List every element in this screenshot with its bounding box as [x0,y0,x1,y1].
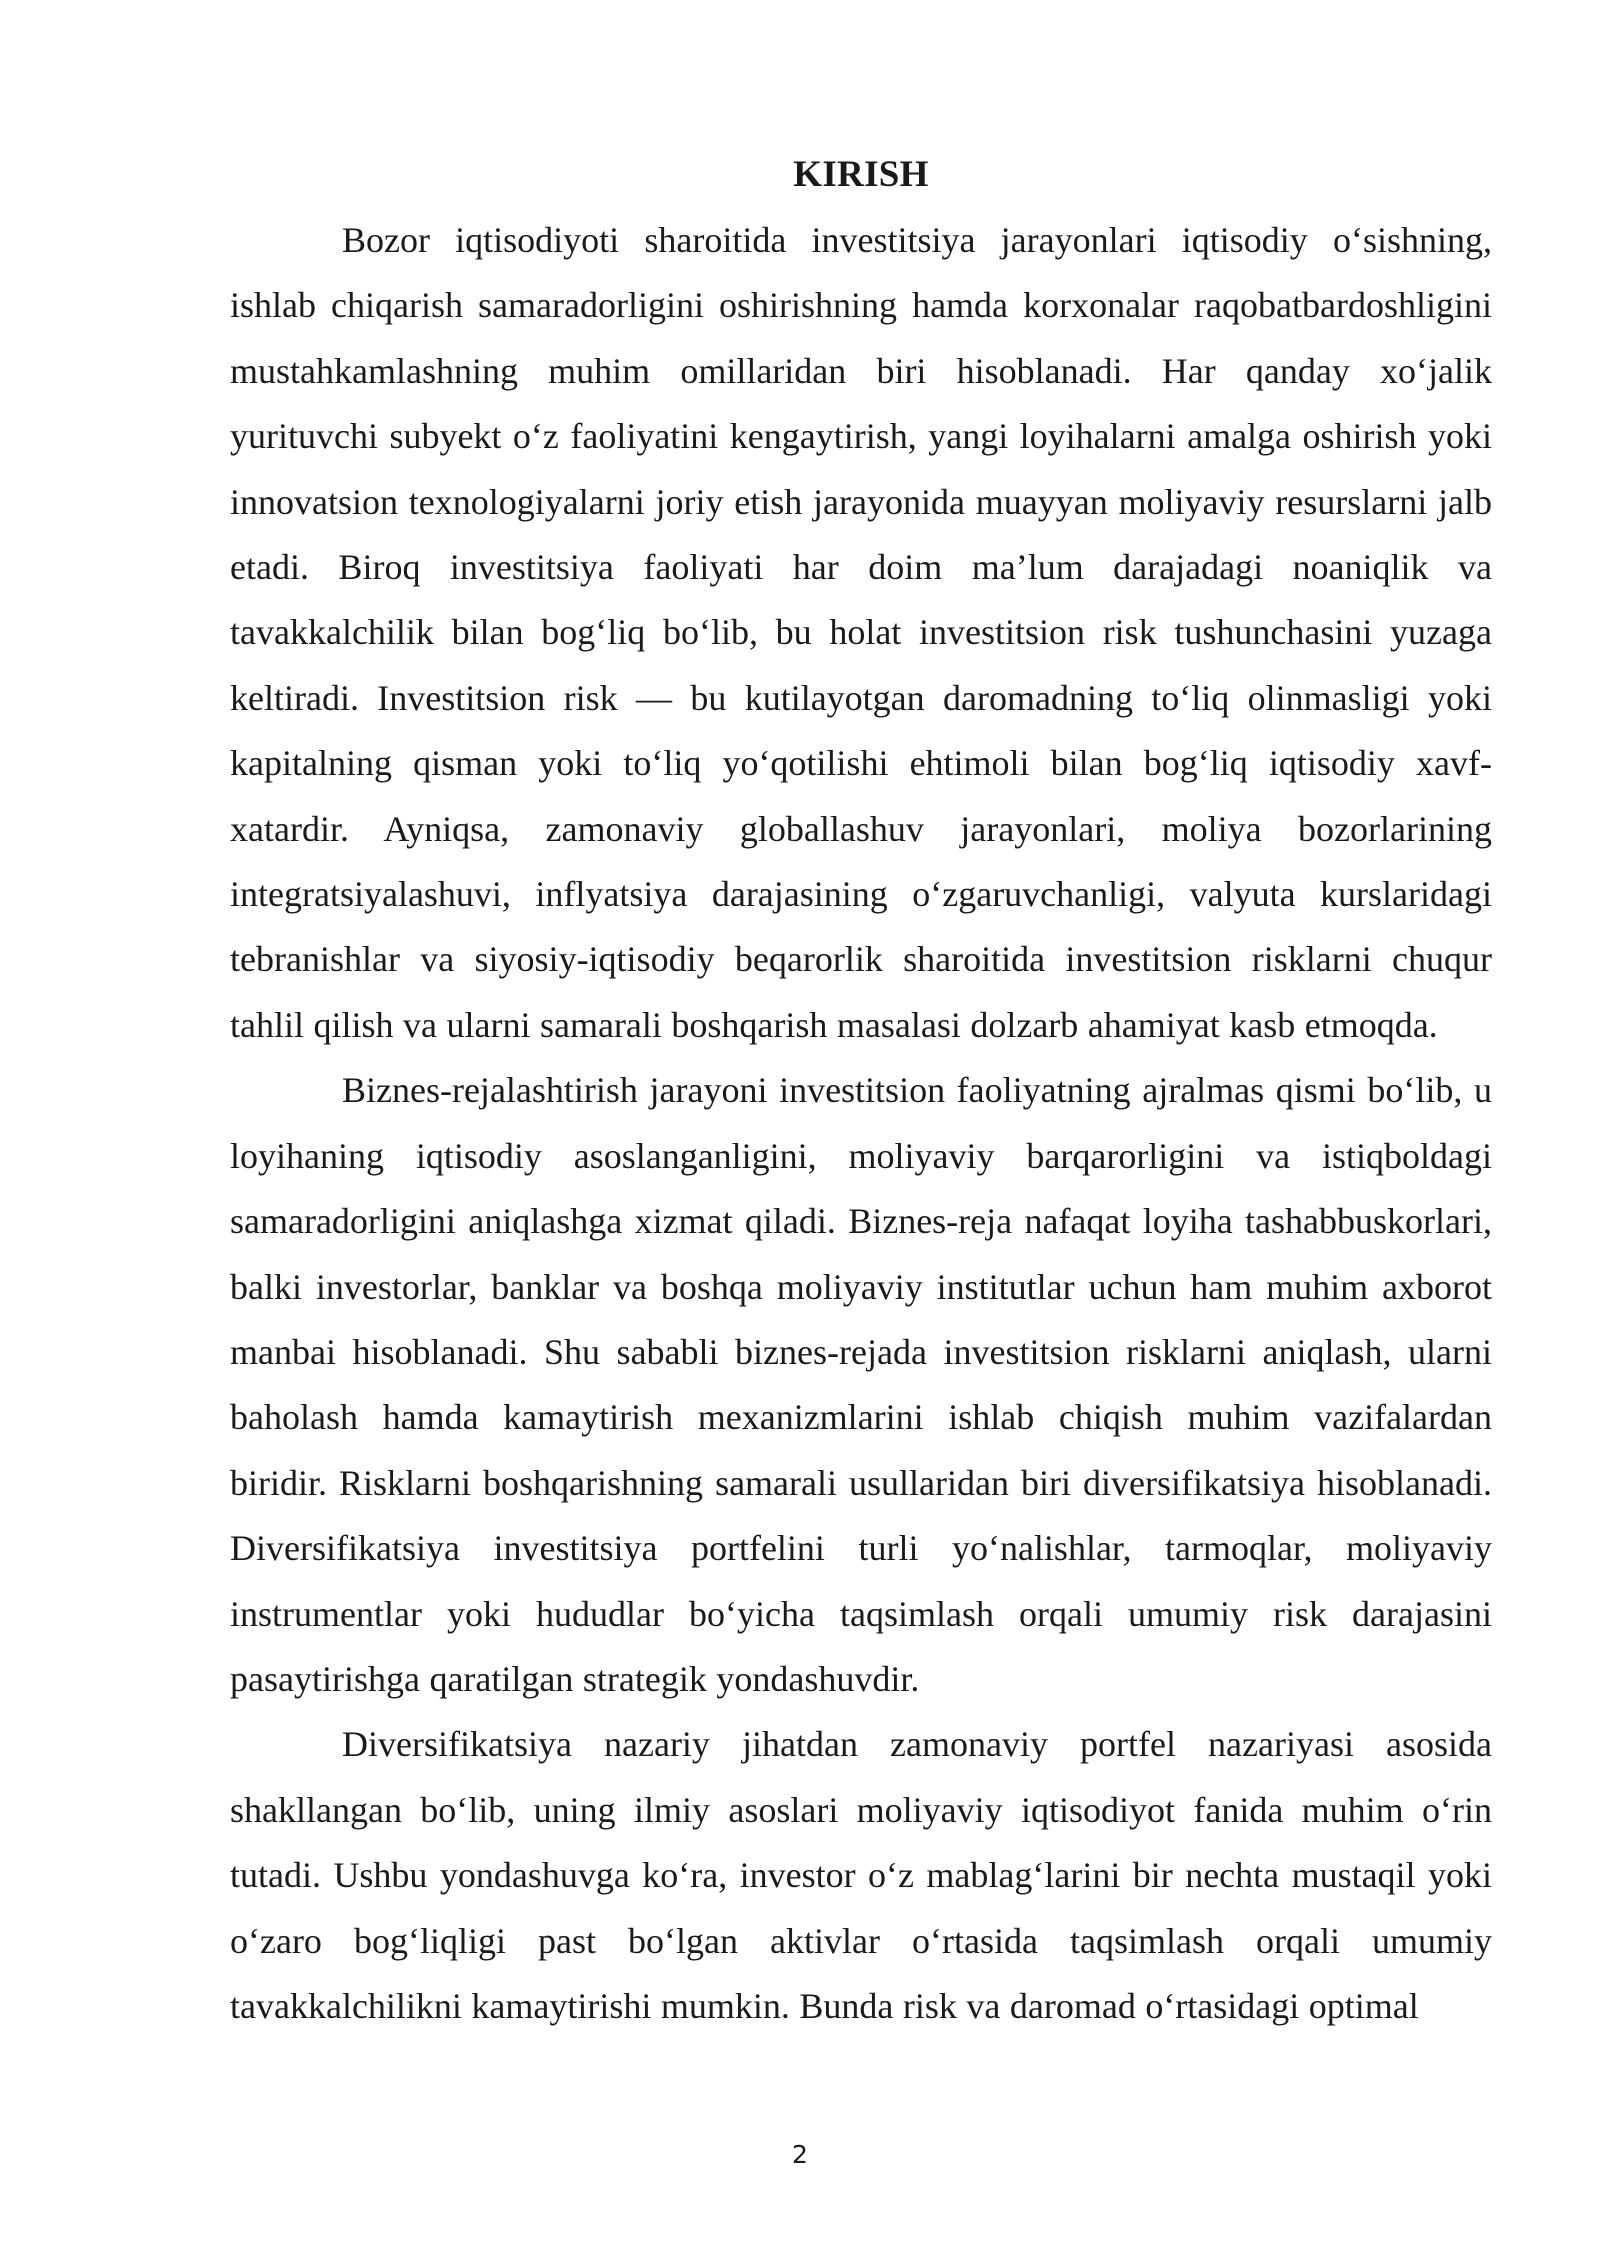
page-number: 2 [792,2140,808,2169]
paragraph-2: Biznes-rejalashtirish jarayoni investitsion faoliyatning ajralmas qismi bo‘lib, u loyihaning iqtisodiy asoslanganligini, moliyaviy barqarorligini va istiqboldagi samaradorligini aniqlashga xizmat qiladi. Biznes-reja nafaqat loyiha tashabbuskorlari, balki investorlar, banklar va boshqa moliyaviy institutlar uchun ham muhim axborot manbai hisoblanadi. Shu sababli biznes-rejada investitsion risklarni aniqlash, ularni baholash hamda kamaytirish mexanizmlarini ishlab chiqish muhim vazifalardan biridir. Risklarni boshqarishning samarali usullaridan biri diversifikatsiya hisoblanadi. Diversifikatsiya investitsiya portfelini turli yo‘nalishlar, tarmoqlar, moliyaviy instrumentlar yoki hududlar bo‘yicha taqsimlash orqali umumiy risk darajasini pasaytirishga qaratilgan strategik yondashuvdir. [230,1070,1492,1699]
page-title: KIRISH [793,154,929,195]
page-body [230,150,1492,2039]
paragraph-3: Diversifikatsiya nazariy jihatdan zamonaviy portfel nazariyasi asosida shakllangan bo‘lib, uning ilmiy asoslari moliyaviy iqtisodiyot fanida muhim o‘rin tutadi. Ushbu yondashuvga ko‘ra, investor o‘z mablag‘larini bir nechta mustaqil yoki o‘zaro bog‘liqligi past bo‘lgan aktivlar o‘rtasida taqsimlash orqali umumiy tavakkalchilikni kamaytirishi mumkin. Bunda risk va daromad o‘rtasidagi optimal [230,1724,1492,2026]
paragraph-1: Bozor iqtisodiyoti sharoitida investitsiya jarayonlari iqtisodiy o‘sishning, ishlab chiqarish samaradorligini oshirishning hamda korxonalar raqobatbardoshligini mustahkamlashning muhim omillaridan biri hisoblanadi. Har qanday xo‘jalik yurituvchi subyekt o‘z faoliyatini kengaytirish, yangi loyihalarni amalga oshirish yoki innovatsion texnologiyalarni joriy etish jarayonida muayyan moliyaviy resurslarni jalb etadi. Biroq investitsiya faoliyati har doim ma’lum darajadagi noaniqlik va tavakkalchilik bilan bog‘liq bo‘lib, bu holat investitsion risk tushunchasini yuzaga keltiradi. Investitsion risk — bu kutilayotgan daromadning to‘liq olinmasligi yoki kapitalning qisman yoki to‘liq yo‘qotilishi ehtimoli bilan bog‘liq iqtisodiy xavf-xatardir. Ayniqsa, zamonaviy globallashuv jarayonlari, moliya bozorlarining integratsiyalashuvi, inflyatsiya darajasining o‘zgaruvchanligi, valyuta kurslaridagi tebranishlar va siyosiy-iqtisodiy beqarorlik sharoitida investitsion risklarni chuqur tahlil qilish va ularni samarali boshqarish masalasi dolzarb ahamiyat kasb etmoqda. [230,220,1492,1045]
